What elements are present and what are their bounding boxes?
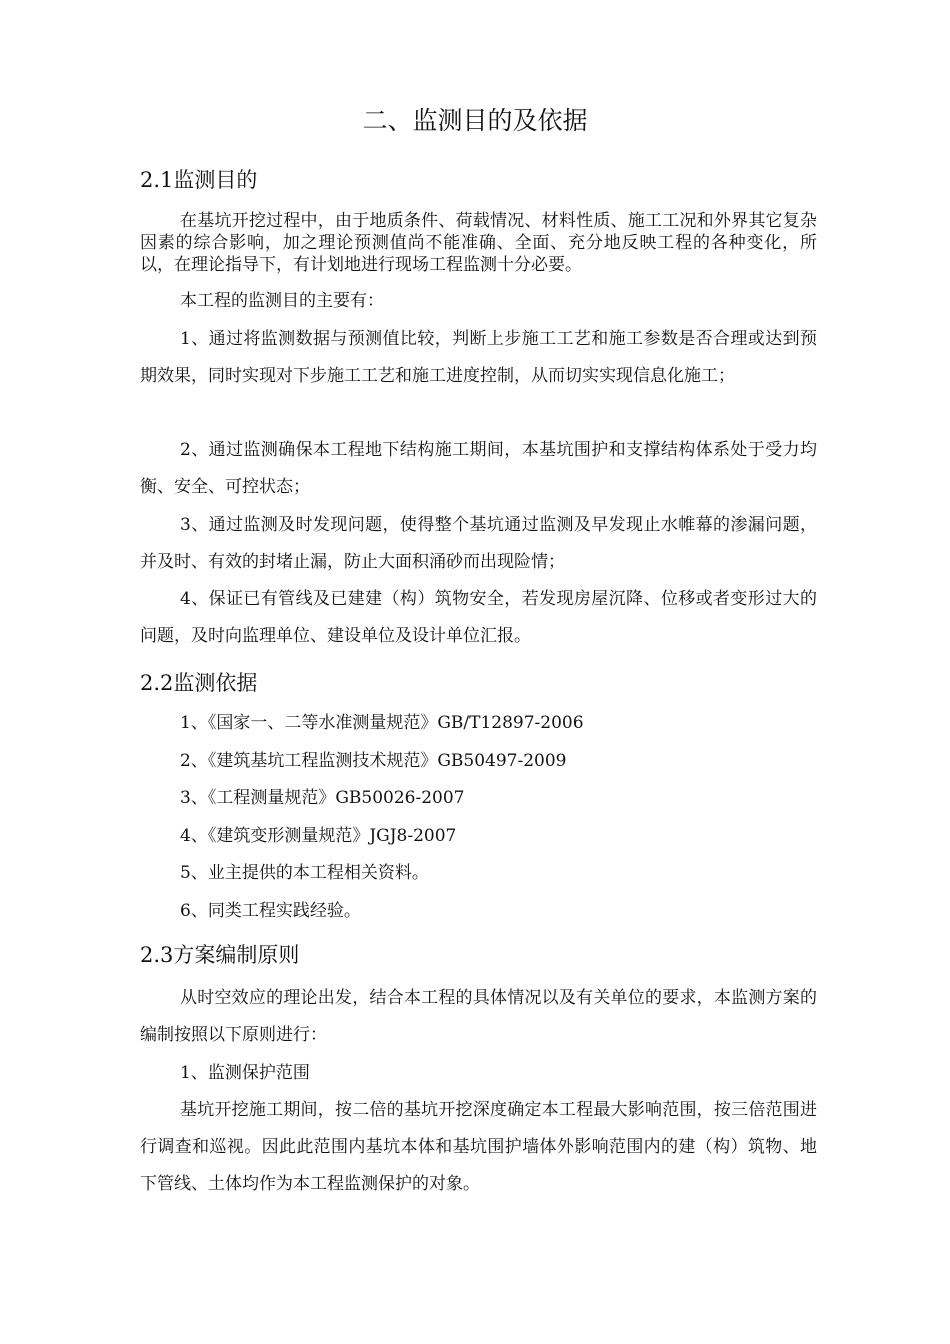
sub-heading-protection-range: 1、监测保护范围 — [180, 1063, 310, 1083]
list-item-basis-2: 2、《建筑基坑工程监测技术规范》GB50497-2009 — [180, 751, 567, 771]
section-heading-2-1: 2.1监测目的 — [140, 168, 258, 192]
section-heading-2-2: 2.2监测依据 — [140, 671, 258, 695]
list-item-basis-5: 5、业主提供的本工程相关资料。 — [180, 863, 429, 883]
list-item-purpose-4: 4、保证已有管线及已建建（构）筑物安全，若发现房屋沉降、位移或者变形过大的问题，及时向监理单位、建设单位及设计单位汇报。 — [140, 589, 817, 646]
paragraph-lead: 本工程的监测目的主要有： — [180, 291, 384, 311]
page-title: 二、监测目的及依据 — [362, 106, 588, 135]
paragraph-intro: 在基坑开挖过程中，由于地质条件、荷载情况、材料性质、施工工况和外界其它复杂因素的综合影响，加之理论预测值尚不能准确、全面、充分地反映工程的各种变化，所以，在理论指导下，有计划地进行现场工程监测十分必要。 — [140, 211, 817, 275]
list-item-basis-1: 1、《国家一、二等水准测量规范》GB/T12897-2006 — [180, 713, 584, 733]
section-heading-2-3: 2.3方案编制原则 — [140, 943, 300, 967]
list-item-basis-4: 4、《建筑变形测量规范》JGJ8-2007 — [180, 826, 457, 846]
list-item-purpose-3: 3、通过监测及时发现问题，使得整个基坑通过监测及早发现止水帷幕的渗漏问题，并及时、有效的封堵止漏，防止大面积涌砂而出现险情； — [140, 515, 817, 572]
list-item-purpose-2: 2、通过监测确保本工程地下结构施工期间，本基坑围护和支撑结构体系处于受力均衡、安全、可控状态； — [140, 440, 817, 497]
list-item-purpose-1: 1、通过将监测数据与预测值比较，判断上步施工工艺和施工参数是否合理或达到预期效果，同时实现对下步施工工艺和施工进度控制，从而切实实现信息化施工； — [140, 329, 817, 386]
paragraph-principles-intro: 从时空效应的理论出发，结合本工程的具体情况以及有关单位的要求，本监测方案的编制按照以下原则进行： — [140, 988, 817, 1045]
paragraph-protection-range: 基坑开挖施工期间，按二倍的基坑开挖深度确定本工程最大影响范围，按三倍范围进行调查和巡视。因此此范围内基坑本体和基坑围护墙体外影响范围内的建（构）筑物、地下管线、土体均作为本工程监测保护的对象。 — [140, 1100, 817, 1194]
list-item-basis-3: 3、《工程测量规范》GB50026-2007 — [180, 788, 465, 808]
list-item-basis-6: 6、同类工程实践经验。 — [180, 901, 361, 921]
